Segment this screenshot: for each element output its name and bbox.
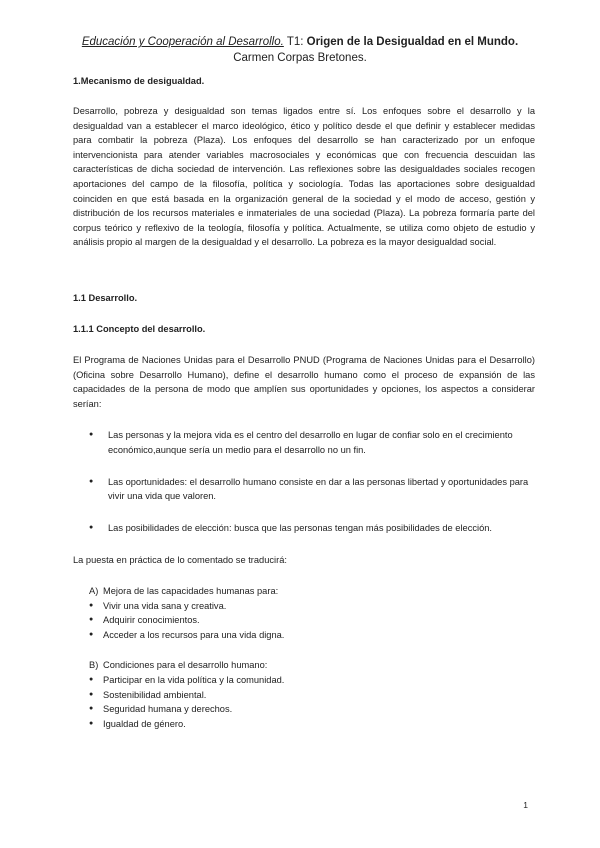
- section-1: [73, 74, 535, 89]
- document-title: Origen de la Desigualdad en el Mundo.: [306, 36, 519, 48]
- bullet-icon: ●: [89, 523, 94, 531]
- bullet-icon: ●: [89, 630, 94, 638]
- bullet-text: Las posibilidades de elección: busca que las personas tengan más posibilidades de elección.: [108, 522, 493, 533]
- group-b-label-row: [73, 658, 535, 673]
- practice-intro: La puesta en práctica de lo comentado se traducirá:: [73, 555, 287, 566]
- section-1-1: [73, 291, 535, 306]
- bullet-icon: ●: [89, 477, 94, 485]
- list-item-text: Sostenibilidad ambiental.: [103, 689, 207, 700]
- list-item: [73, 673, 535, 688]
- bullet-item: [73, 428, 535, 457]
- group-b-label: Condiciones para el desarrollo humano:: [103, 660, 268, 671]
- bullet-text: Las personas y la mejora vida es el centro del desarrollo en lugar de confiar solo en el crecimiento económico,aunque sería un medio para el desarrollo no un fin.: [108, 430, 513, 455]
- course-name: Educación y Cooperación al Desarrollo.: [81, 36, 284, 48]
- bullet-item: [73, 475, 535, 504]
- bullet-icon: ●: [89, 690, 94, 698]
- list-item-text: Igualdad de género.: [103, 718, 186, 729]
- section-1-1-1-heading: 1.1.1 Concepto del desarrollo.: [73, 324, 206, 334]
- page-number: 1: [523, 800, 528, 810]
- list-item: [73, 628, 535, 643]
- section-1-1-heading: 1.1 Desarrollo.: [73, 293, 138, 303]
- author-name: Carmen Corpas Bretones.: [233, 52, 367, 64]
- list-item-text: Adquirir conocimientos.: [103, 615, 200, 626]
- section-1-body: [73, 104, 535, 250]
- list-item-text: Participar en la vida política y la comunidad.: [103, 674, 285, 685]
- group-a-marker: A): [89, 585, 99, 596]
- bullet-icon: ●: [89, 616, 94, 624]
- header-line-1: [0, 34, 600, 50]
- bullet-icon: ●: [89, 719, 94, 727]
- section-1-paragraph: Desarrollo, pobreza y desigualdad son temas ligados entre sí. Los enfoques sobre el desarrollo y la desigualdad van a establecer el marco ideológico, ético y político desde el que definir y establecer medidas para combatir la pobreza (Plaza). Los enfoques del desarrollo se han caracterizado por un enfoque intervencionista para atender variables macrosociales y económicas que con frecuencia descuidan las características de dicha sociedad de intervención. Las reflexiones sobre las desigualdades sociales recogen aportaciones del campo de la filosofía, política y sociología. Todas las aportaciones sobre desigualdad coinciden en que está basada en la organización general de la sociedad y el modo de acceso, gestión y distribución de los recursos materiales e inmateriales de una sociedad (Plaza). La pobreza formaría parte del corpus teórico y reflexivo de la teología, filosofía y política. Actualmente, se utiliza como objeto de estudio y análisis propio al margen de la desigualdad y el desarrollo. La pobreza es la mayor desigualdad social.: [73, 106, 535, 248]
- list-item: [73, 599, 535, 614]
- group-a-label-row: [73, 584, 535, 599]
- topic-prefix: T1:: [283, 36, 307, 48]
- bullet-icon: ●: [89, 431, 94, 439]
- bullet-icon: ●: [89, 601, 94, 609]
- list-item-text: Seguridad humana y derechos.: [103, 704, 233, 715]
- bullet-text: Las oportunidades: el desarrollo humano consiste en dar a las personas libertad y oportunidades para vivir una vida que valoren.: [108, 476, 529, 502]
- list-item: [73, 702, 535, 717]
- list-item: [73, 688, 535, 703]
- bullet-icon: ●: [89, 705, 94, 713]
- bullet-item: [73, 521, 535, 536]
- section-1-1-1: [73, 322, 535, 337]
- section-1-1-1-paragraph: El Programa de Naciones Unidas para el Desarrollo PNUD (Programa de Naciones Unidas para el Desarrollo) (Oficina sobre Desarrollo Humano), define el desarrollo humano como el proceso de expansión de las capacidades de la persona de modo que amplíen sus oportunidades y opciones, los aspectos a considerar serían:: [73, 355, 535, 409]
- list-item-text: Vivir una vida sana y creativa.: [103, 600, 227, 611]
- group-b: [73, 658, 535, 731]
- section-1-heading: 1.Mecanismo de desigualdad.: [73, 76, 205, 86]
- list-item: [73, 717, 535, 732]
- group-a-label: Mejora de las capacidades humanas para:: [103, 585, 279, 596]
- list-item: [73, 613, 535, 628]
- list-item-text: Acceder a los recursos para una vida digna.: [103, 629, 285, 640]
- document-header: [0, 34, 600, 66]
- bullet-icon: ●: [89, 675, 94, 683]
- section-1-1-1-body: [73, 353, 535, 731]
- group-a: [73, 584, 535, 642]
- group-b-marker: B): [89, 660, 99, 671]
